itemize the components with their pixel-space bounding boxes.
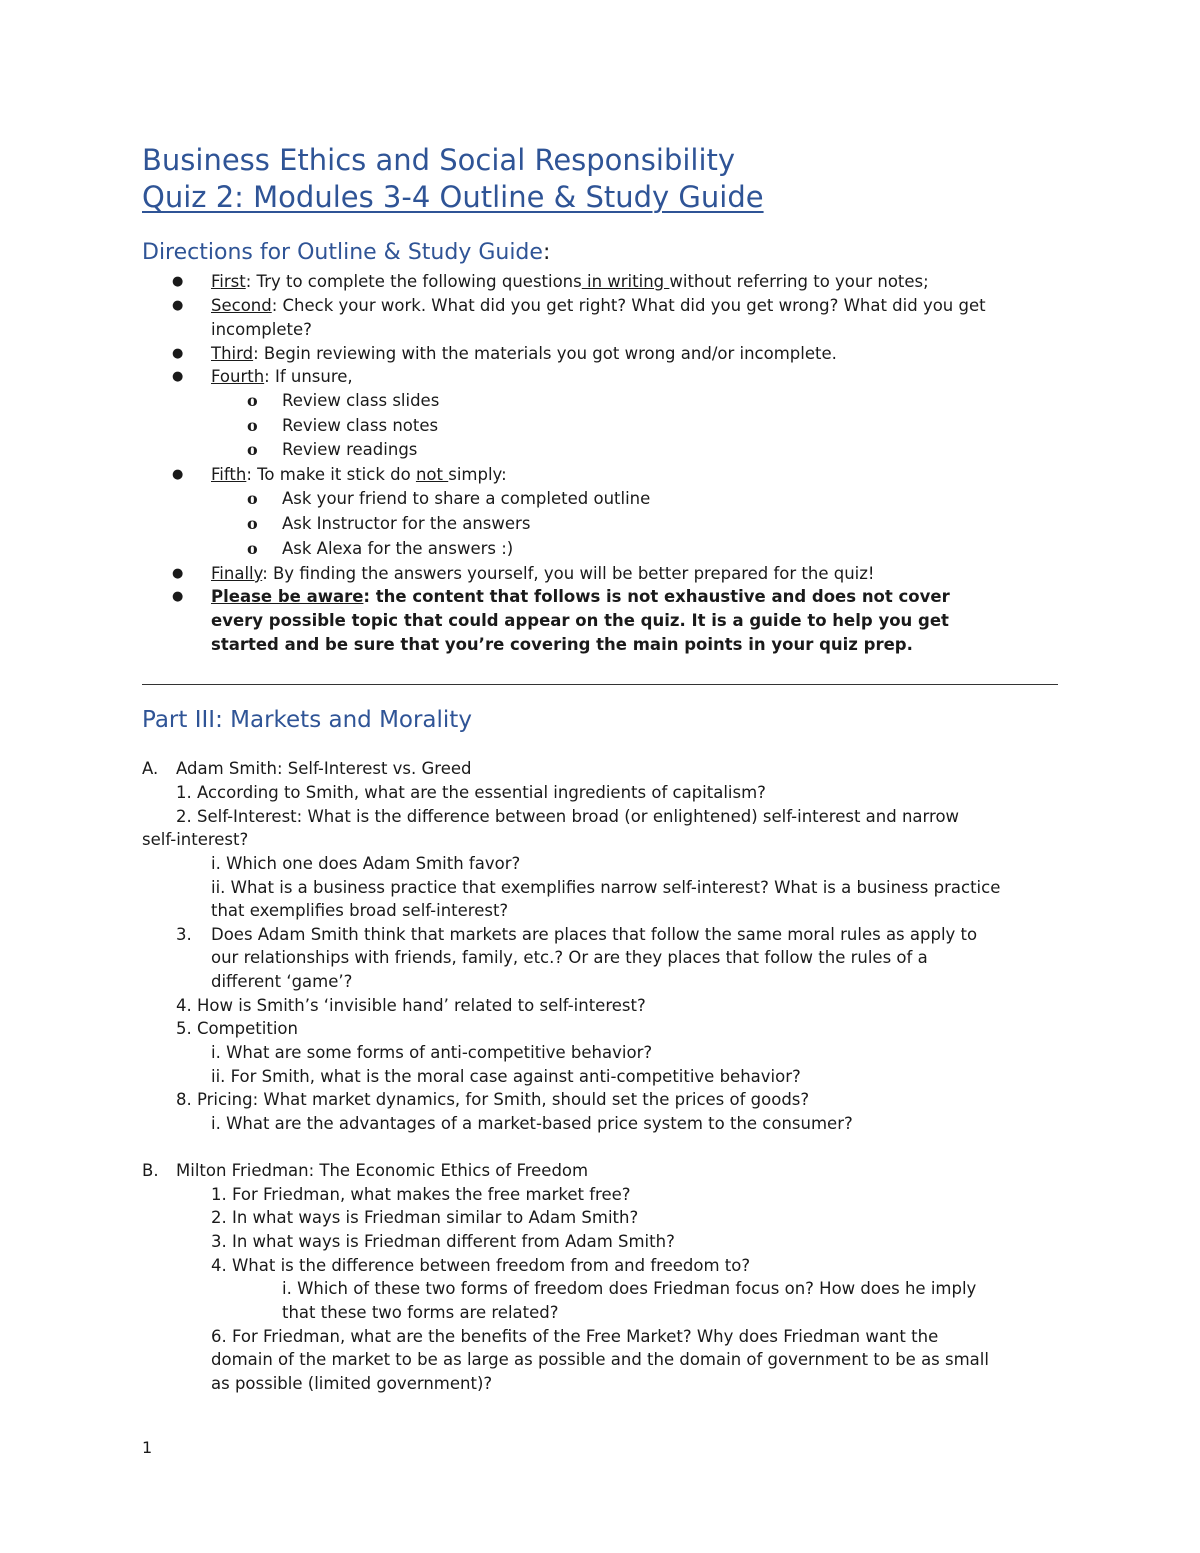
sub-bullet-icon: o <box>247 416 258 435</box>
question: 1. For Friedman, what makes the free market free? <box>211 1185 631 1204</box>
direction-fourth-sub: Review readings <box>282 440 418 459</box>
sub-bullet-icon: o <box>247 489 258 508</box>
bullet-icon: ● <box>172 467 184 482</box>
bullet-icon: ● <box>172 274 184 289</box>
direction-fifth-sub: Ask Instructor for the answers <box>282 514 531 533</box>
document-title: Business Ethics and Social Responsibility <box>142 143 736 177</box>
question: 2. Self-Interest: What is the difference between broad (or enlightened) self-interest and narrow <box>176 807 960 826</box>
direction-fifth: Fifth: To make it stick do not simply: <box>211 465 507 484</box>
section-b-title: Milton Friedman: The Economic Ethics of Freedom <box>176 1161 589 1180</box>
direction-fourth-sub: Review class slides <box>282 391 440 410</box>
question-cont: different ‘game’? <box>211 972 353 991</box>
sub-bullet-icon: o <box>247 539 258 558</box>
question: 5. Competition <box>176 1019 298 1038</box>
sub-question: i. Which one does Adam Smith favor? <box>211 854 521 873</box>
direction-first: First: Try to complete the following questions in writing without referring to your notes; <box>211 272 929 291</box>
direction-second-cont: incomplete? <box>211 320 312 339</box>
direction-fifth-sub: Ask your friend to share a completed outline <box>282 489 651 508</box>
bullet-icon: ● <box>172 346 184 361</box>
direction-fourth-sub: Review class notes <box>282 416 439 435</box>
direction-aware-cont: every possible topic that could appear on the quiz. It is a guide to help you get <box>211 611 949 630</box>
question: 2. In what ways is Friedman similar to Adam Smith? <box>211 1208 639 1227</box>
direction-aware: Please be aware: the content that follows is not exhaustive and does not cover <box>211 587 950 606</box>
question-cont: domain of the market to be as large as possible and the domain of government to be as small <box>211 1350 989 1369</box>
sub-question: i. Which of these two forms of freedom does Friedman focus on? How does he imply <box>282 1279 977 1298</box>
direction-finally: Finally: By finding the answers yourself, you will be better prepared for the quiz! <box>211 564 875 583</box>
direction-third: Third: Begin reviewing with the materials you got wrong and/or incomplete. <box>211 344 837 363</box>
section-b-marker: B. <box>142 1161 159 1180</box>
section-a-marker: A. <box>142 759 159 778</box>
direction-second: Second: Check your work. What did you get right? What did you get wrong? What did you get <box>211 296 986 315</box>
question-number: 3. <box>176 925 192 944</box>
question-cont: our relationships with friends, family, etc.? Or are they places that follow the rules of a <box>211 948 928 967</box>
question: 4. What is the difference between freedom from and freedom to? <box>211 1256 751 1275</box>
sub-bullet-icon: o <box>247 391 258 410</box>
section-divider <box>142 684 1058 685</box>
question: 1. According to Smith, what are the essential ingredients of capitalism? <box>176 783 766 802</box>
document-subtitle: Quiz 2: Modules 3-4 Outline & Study Guide <box>142 180 764 214</box>
sub-question: ii. What is a business practice that exemplifies narrow self-interest? What is a business practice <box>211 878 1001 897</box>
bullet-icon: ● <box>172 298 184 313</box>
directions-heading: Directions for Outline & Study Guide: <box>142 240 551 265</box>
bullet-icon: ● <box>172 369 184 384</box>
question-cont: self-interest? <box>142 830 249 849</box>
sub-question: i. What are some forms of anti-competitive behavior? <box>211 1043 653 1062</box>
bullet-icon: ● <box>172 566 184 581</box>
question: 8. Pricing: What market dynamics, for Smith, should set the prices of goods? <box>176 1090 810 1109</box>
sub-question: i. What are the advantages of a market-based price system to the consumer? <box>211 1114 853 1133</box>
question: 6. For Friedman, what are the benefits of the Free Market? Why does Friedman want the <box>211 1327 939 1346</box>
sub-question: ii. For Smith, what is the moral case against anti-competitive behavior? <box>211 1067 801 1086</box>
question: Does Adam Smith think that markets are places that follow the same moral rules as apply to <box>211 925 978 944</box>
sub-bullet-icon: o <box>247 440 258 459</box>
sub-question-cont: that exemplifies broad self-interest? <box>211 901 509 920</box>
question: 4. How is Smith’s ‘invisible hand’ related to self-interest? <box>176 996 646 1015</box>
question-cont: as possible (limited government)? <box>211 1374 493 1393</box>
sub-bullet-icon: o <box>247 514 258 533</box>
page-number: 1 <box>142 1438 153 1457</box>
direction-fifth-sub: Ask Alexa for the answers :) <box>282 539 514 558</box>
part3-heading: Part III: Markets and Morality <box>142 707 472 733</box>
direction-aware-cont: started and be sure that you’re covering the main points in your quiz prep. <box>211 635 913 654</box>
section-a-title: Adam Smith: Self-Interest vs. Greed <box>176 759 472 778</box>
bullet-icon: ● <box>172 589 184 604</box>
sub-question-cont: that these two forms are related? <box>282 1303 559 1322</box>
question: 3. In what ways is Friedman different from Adam Smith? <box>211 1232 675 1251</box>
direction-fourth: Fourth: If unsure, <box>211 367 353 386</box>
